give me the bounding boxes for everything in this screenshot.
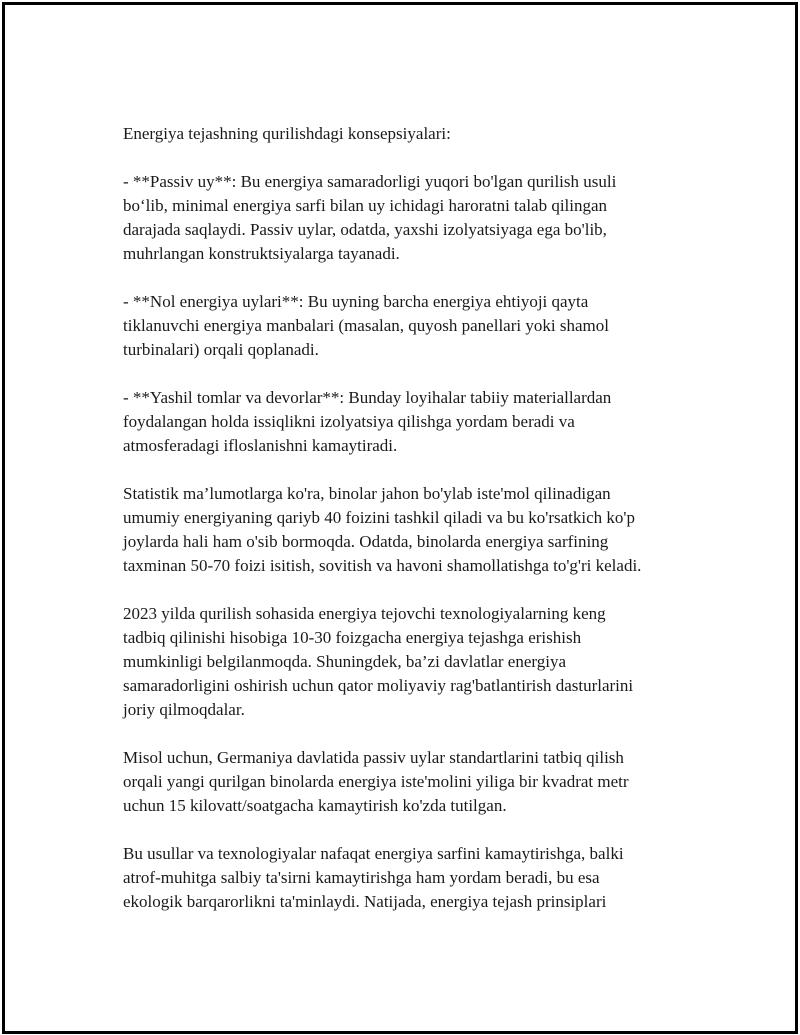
text-line: atrof-muhitga salbiy ta'sirni kamaytirishga ham yordam beradi, bu esa — [123, 868, 600, 887]
text-line: uchun 15 kilovatt/soatgacha kamaytirish ko'zda tutilgan. — [123, 796, 507, 815]
text-line: ekologik barqarorlikni ta'minlaydi. Natijada, energiya tejash prinsiplari — [123, 892, 607, 911]
paragraph-green-roofs — [123, 386, 693, 458]
page-frame — [2, 2, 798, 1034]
text-line: Misol uchun, Germaniya davlatida passiv uylar standartlarini tatbiq qilish — [123, 748, 624, 767]
paragraph-statistics — [123, 482, 693, 578]
text-line: - **Yashil tomlar va devorlar**: Bunday loyihalar tabiiy materiallardan — [123, 388, 612, 407]
paragraph-zero-energy — [123, 290, 693, 362]
text-line: - **Nol energiya uylari**: Bu uyning barcha energiya ehtiyoji qayta — [123, 292, 589, 311]
text-line: darajada saqlaydi. Passiv uylar, odatda, yaxshi izolyatsiyaga ega bo'lib, — [123, 220, 607, 239]
text-line: - **Passiv uy**: Bu energiya samaradorligi yuqori bo'lgan qurilish usuli — [123, 172, 617, 191]
text-line: turbinalari) orqali qoplanadi. — [123, 340, 319, 359]
paragraph-germany — [123, 746, 693, 818]
text-line: joylarda hali ham o'sib bormoqda. Odatda, binolarda energiya sarfining — [123, 532, 609, 551]
paragraph-passive-house — [123, 170, 693, 266]
text-line: joriy qilmoqdalar. — [123, 700, 245, 719]
text-line: taxminan 50-70 foizi isitish, sovitish va havoni shamollatishga to'g'ri keladi. — [123, 556, 642, 575]
text-line: muhrlangan konstruktsiyalarga tayanadi. — [123, 244, 400, 263]
text-line: atmosferadagi ifloslanishni kamaytiradi. — [123, 436, 398, 455]
text-line: orqali yangi qurilgan binolarda energiya iste'molini yiliga bir kvadrat metr — [123, 772, 629, 791]
text-line: bo‘lib, minimal energiya sarfi bilan uy ichidagi haroratni talab qilingan — [123, 196, 608, 215]
text-line: mumkinligi belgilanmoqda. Shuningdek, ba’zi davlatlar energiya — [123, 652, 566, 671]
text-line: samaradorligini oshirish uchun qator moliyaviy rag'batlantirish dasturlarini — [123, 676, 634, 695]
document-body — [123, 122, 693, 938]
text-line: umumiy energiyaning qariyb 40 foizini tashkil qiladi va bu ko'rsatkich ko'p — [123, 508, 635, 527]
text-line: Statistik ma’lumotlarga ko'ra, binolar jahon bo'ylab iste'mol qilinadigan — [123, 484, 611, 503]
text-line: 2023 yilda qurilish sohasida energiya tejovchi texnologiyalarning keng — [123, 604, 606, 623]
text-line: tiklanuvchi energiya manbalari (masalan, quyosh panellari yoki shamol — [123, 316, 609, 335]
text-line: foydalangan holda issiqlikni izolyatsiya qilishga yordam beradi va — [123, 412, 575, 431]
text-line: tadbiq qilinishi hisobiga 10-30 foizgacha energiya tejashga erishish — [123, 628, 582, 647]
text-line: Bu usullar va texnologiyalar nafaqat energiya sarfini kamaytirishga, balki — [123, 844, 624, 863]
paragraph-conclusion — [123, 842, 693, 914]
document-heading: Energiya tejashning qurilishdagi konsepsiyalari: — [123, 124, 451, 143]
paragraph-2023 — [123, 602, 693, 722]
